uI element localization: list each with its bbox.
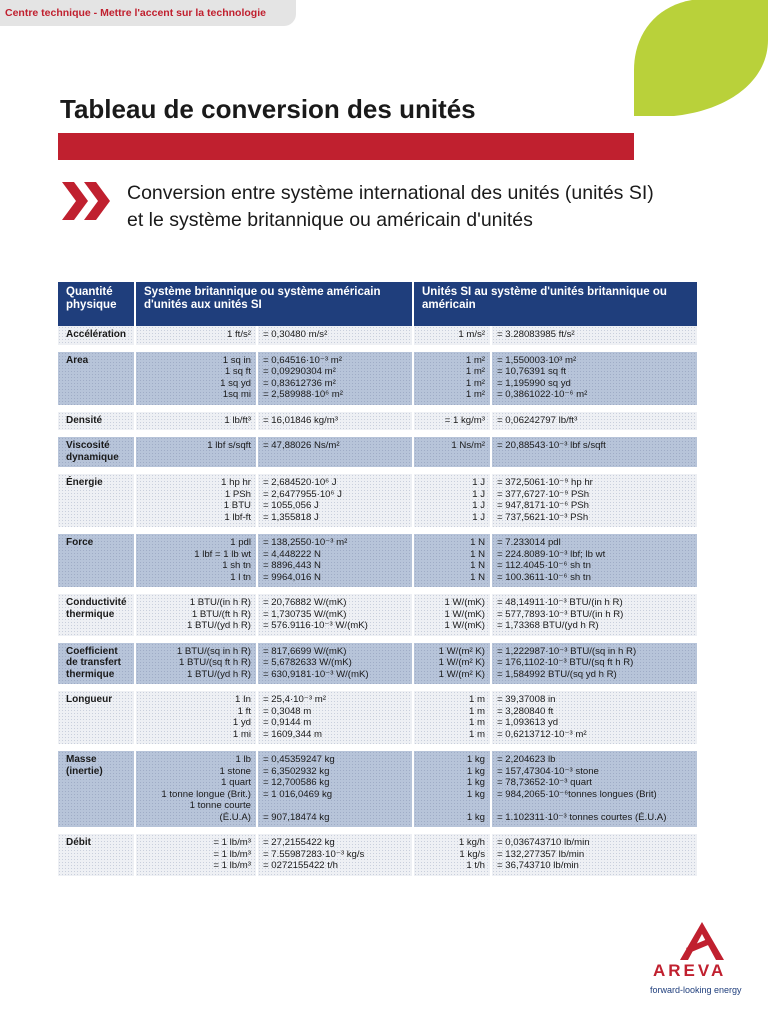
si-value-cell: [258, 691, 414, 744]
cell-line: = 48,14911·10⁻³ BTU/(in h R): [497, 597, 623, 608]
row-spacer-cell: [58, 345, 697, 352]
table-row: [58, 326, 697, 345]
cell-line: = 1055,056 J: [263, 500, 319, 511]
imperial-unit-cell: [136, 474, 258, 527]
cell-line: = 0,6213712·10⁻³ m²: [497, 728, 587, 740]
imperial-value-cell: [492, 594, 697, 636]
imperial-unit-cell: [136, 534, 258, 587]
cell-line: = 7.55987283·10⁻³ kg/s: [263, 848, 365, 860]
cell-line: 1 BTU/(in h R): [189, 597, 251, 608]
row-spacer: [58, 636, 697, 643]
imperial-value-cell: [492, 691, 697, 744]
quantity-cell: Viscosité dynamique: [58, 437, 136, 467]
cell-line: 1 Ns/m²: [451, 440, 485, 451]
cell-line: 1 mi: [232, 728, 251, 740]
row-spacer: [58, 430, 697, 437]
cell-line: 1 kg: [466, 811, 485, 823]
cell-line: 1 m: [469, 705, 485, 717]
row-spacer: [58, 827, 697, 834]
cell-line: = 2,6477955·10⁶ J: [263, 488, 342, 500]
cell-line: [419, 800, 485, 812]
cell-line: 1 N: [470, 560, 485, 571]
quantity-cell: Force: [58, 534, 136, 587]
si-unit-cell: [414, 534, 492, 587]
si-unit-cell: [414, 834, 492, 876]
quantity-cell: Area: [58, 352, 136, 405]
cell-line: = 9964,016 N: [263, 571, 321, 583]
row-spacer: [58, 345, 697, 352]
cell-line: 1 sh tn: [222, 560, 251, 571]
si-value-cell: [258, 643, 414, 685]
quantity-cell: Énergie: [58, 474, 136, 527]
quantity-cell: Longueur: [58, 691, 136, 744]
quantity-cell: Masse (inertie): [58, 751, 136, 827]
table-row: [58, 751, 697, 827]
cell-line: = 630,9181·10⁻³ W/(mK): [263, 668, 369, 680]
quantity-cell: Conductivité thermique: [58, 594, 136, 636]
cell-line: 1 lb/ft³: [224, 414, 251, 426]
si-value-cell: [258, 474, 414, 527]
cell-line: = 176,1102·10⁻³ BTU/(sq ft h R): [497, 657, 634, 668]
si-value-cell: [258, 437, 414, 467]
imperial-unit-cell: [136, 326, 258, 345]
imperial-value-cell: [492, 474, 697, 527]
cell-line: = 0,9144 m: [263, 717, 312, 728]
si-value-cell: [258, 834, 414, 876]
cell-line: 1 BTU/(yd h R): [187, 668, 251, 680]
cell-line: = 8896,443 N: [263, 560, 321, 571]
imperial-unit-cell: [136, 834, 258, 876]
cell-line: = 5,6782633 W/(mK): [263, 657, 352, 668]
cell-line: = 0,3048 m: [263, 705, 312, 717]
cell-line: (É.U.A): [219, 811, 251, 823]
column-header-si-to-imperial: Unités SI au système d'unités britannique ou américain: [414, 282, 697, 326]
logo-name: AREVA: [653, 961, 727, 980]
imperial-unit-cell: [136, 643, 258, 685]
imperial-value-cell: [492, 643, 697, 685]
si-unit-cell: [414, 326, 492, 345]
cell-line: 1 BTU/(sq in h R): [176, 645, 251, 657]
row-spacer: [58, 587, 697, 594]
cell-line: 1 BTU/(ft h R): [191, 608, 251, 620]
cell-line: = 12,700586 kg: [263, 777, 330, 788]
cell-line: 1 l tn: [230, 571, 251, 583]
cell-line: 1 W/(m² K): [438, 645, 485, 657]
cell-line: 1 lbf s/sqft: [207, 440, 251, 451]
leaf-shape: [634, 0, 768, 116]
cell-line: = 377,6727·10⁻⁹ PSh: [497, 488, 590, 500]
cell-line: 1 BTU/(sq ft h R): [179, 657, 251, 668]
cell-line: 1 sq ft: [224, 366, 251, 377]
cell-line: = 3,280840 ft: [497, 705, 554, 717]
cell-line: 1 PSh: [224, 488, 251, 500]
cell-line: 1 m²: [465, 389, 485, 400]
cell-line: = 0,30480 m/s²: [263, 329, 328, 340]
cell-line: 1 kg: [466, 765, 485, 777]
cell-line: 1 kg: [466, 788, 485, 800]
quantity-cell: Densité: [58, 412, 136, 431]
cell-line: = 576.9116·10⁻³ W/(mK): [263, 620, 368, 631]
row-spacer: [58, 467, 697, 474]
cell-line: = 577,7893·10⁻³ BTU/(in h R): [497, 608, 624, 620]
cell-line: 1 J: [472, 500, 485, 511]
table-row: [58, 412, 697, 431]
cell-line: = 1 lb/m³: [213, 837, 251, 848]
cell-line: = 0,036743710 lb/min: [497, 837, 590, 848]
row-spacer-cell: [58, 527, 697, 534]
cell-line: = 1 lb/m³: [213, 848, 251, 860]
cell-line: = 157,47304·10⁻³ stone: [497, 765, 599, 777]
double-chevron-icon: [60, 180, 114, 222]
title-bar: [58, 133, 634, 160]
cell-line: 1 N: [470, 537, 485, 548]
cell-line: 1 quart: [221, 777, 251, 788]
cell-line: = 0,3861022·10⁻⁶ m²: [497, 389, 588, 400]
cell-line: = 1,355818 J: [263, 511, 319, 523]
cell-line: = 47,88026 Ns/m²: [263, 440, 340, 451]
cell-line: 1 W/(mK): [444, 608, 485, 620]
si-unit-cell: [414, 594, 492, 636]
cell-line: = 817,6699 W/(mK): [263, 645, 347, 657]
cell-line: = 1,093613 yd: [497, 717, 559, 728]
quantity-cell: Accélération: [58, 326, 136, 345]
cell-line: = 1,584992 BTU/(sq yd h R): [497, 668, 617, 680]
cell-line: = 36,743710 lb/min: [497, 860, 579, 871]
cell-line: = 1,73368 BTU/(yd h R): [497, 620, 599, 631]
si-unit-cell: [414, 751, 492, 827]
si-unit-cell: [414, 412, 492, 431]
cell-line: 1 J: [472, 511, 485, 523]
page-subtitle: Conversion entre système international des unités (unités SI) et le système britannique ou américain d'unités: [127, 182, 654, 231]
imperial-value-cell: [492, 751, 697, 827]
cell-line: = 2,589988·10⁶ m²: [263, 389, 343, 400]
cell-line: 1 J: [472, 488, 485, 500]
row-spacer: [58, 744, 697, 751]
cell-line: 1 pdl: [230, 537, 251, 548]
cell-line: 1 yd: [232, 717, 251, 728]
table-row: [58, 437, 697, 467]
cell-line: 1 m²: [465, 366, 485, 377]
imperial-value-cell: [492, 326, 697, 345]
cell-line: 1 stone: [219, 765, 251, 777]
cell-line: 1 kg/h: [458, 837, 485, 848]
row-spacer-cell: [58, 744, 697, 751]
cell-line: 1 ft/s²: [227, 329, 251, 340]
cell-line: 1 W/(mK): [444, 597, 485, 608]
imperial-value-cell: [492, 534, 697, 587]
row-spacer: [58, 527, 697, 534]
cell-line: 1 W/(mK): [444, 620, 485, 631]
si-unit-cell: [414, 643, 492, 685]
cell-line: 1 kg: [466, 754, 485, 765]
imperial-unit-cell: [136, 594, 258, 636]
cell-line: = 4,448222 N: [263, 548, 321, 560]
cell-line: 1 m: [469, 717, 485, 728]
cell-line: = 25,4·10⁻³ m²: [263, 694, 326, 705]
row-spacer-cell: [58, 405, 697, 412]
cell-line: 1 m/s²: [458, 329, 485, 340]
cell-line: = 1 lb/m³: [213, 860, 251, 871]
cell-line: = 1.102311·10⁻³ tonnes courtes (É.U.A): [497, 811, 667, 823]
cell-line: = 2,204623 lb: [497, 754, 556, 765]
si-unit-cell: [414, 691, 492, 744]
row-spacer-cell: [58, 587, 697, 594]
cell-line: = 3.28083985 ft/s²: [497, 329, 575, 340]
imperial-unit-cell: [136, 352, 258, 405]
areva-a-mark-icon: [680, 922, 724, 960]
cell-line: = 0,83612736 m²: [263, 377, 336, 389]
imperial-unit-cell: [136, 412, 258, 431]
column-header-imperial-to-si: Système britannique ou système américain d'unités aux unités SI: [136, 282, 414, 326]
cell-line: = 1 kg/m³: [444, 414, 485, 426]
imperial-value-cell: [492, 834, 697, 876]
table-row: [58, 352, 697, 405]
cell-line: 1 tonne courte: [189, 800, 251, 811]
table-row: [58, 834, 697, 876]
cell-line: 1 lb: [235, 754, 251, 765]
row-spacer-cell: [58, 430, 697, 437]
cell-line: = 6,3502932 kg: [263, 765, 330, 777]
table-row: [58, 643, 697, 685]
cell-line: 1 kg/s: [459, 848, 485, 860]
cell-line: = 984,2065·10⁻⁶tonnes longues (Brit): [497, 788, 657, 800]
cell-line: = 132,277357 lb/min: [497, 848, 585, 860]
cell-line: 1 BTU/(yd h R): [187, 620, 251, 631]
cell-line: = 224.8089·10⁻³ lbf; lb wt: [497, 548, 606, 560]
cell-line: 1 sq yd: [220, 377, 251, 389]
si-value-cell: [258, 594, 414, 636]
cell-line: = 0272155422 t/h: [263, 860, 338, 871]
cell-line: 1 m²: [465, 377, 485, 389]
si-value-cell: [258, 326, 414, 345]
row-spacer-cell: [58, 684, 697, 691]
logo-tagline: forward-looking energy: [650, 985, 742, 995]
cell-line: = 1,222987·10⁻³ BTU/(sq in h R): [497, 645, 637, 657]
cell-line: 1 BTU: [223, 500, 251, 511]
cell-line: = 907,18474 kg: [263, 811, 330, 823]
cell-line: = 20,88543·10⁻³ lbf s/sqft: [497, 440, 606, 451]
cell-line: 1 m: [469, 728, 485, 740]
table-header-row: [58, 282, 697, 326]
cell-line: = 16,01846 kg/m³: [263, 414, 338, 426]
table-row: [58, 594, 697, 636]
cell-line: 1 N: [470, 571, 485, 583]
si-value-cell: [258, 352, 414, 405]
quantity-cell: Débit: [58, 834, 136, 876]
cell-line: = 7.233014 pdl: [497, 537, 561, 548]
cell-line: = 1609,344 m: [263, 728, 322, 740]
si-unit-cell: [414, 352, 492, 405]
si-value-cell: [258, 534, 414, 587]
cell-line: 1 tonne longue (Brit.): [161, 788, 251, 800]
row-spacer: [58, 684, 697, 691]
cell-line: = 1 016,0469 kg: [263, 788, 333, 800]
cell-line: = 1,195990 sq yd: [497, 377, 571, 389]
cell-line: = 10,76391 sq ft: [497, 366, 567, 377]
cell-line: 1sq mi: [222, 389, 251, 400]
cell-line: 1 m²: [465, 354, 485, 366]
si-unit-cell: [414, 437, 492, 467]
cell-line: = 947,8171·10⁻⁶ PSh: [497, 500, 589, 511]
cell-line: = 0,06242797 lb/ft³: [497, 414, 578, 426]
cell-line: 1 J: [472, 477, 485, 488]
cell-line: = 27,2155422 kg: [263, 837, 335, 848]
cell-line: = 39,37008 in: [497, 694, 556, 705]
imperial-value-cell: [492, 437, 697, 467]
quantity-cell: Coefficient de transfert thermique: [58, 643, 136, 685]
table-body: [58, 326, 697, 876]
cell-line: = 1,550003·10³ m²: [497, 354, 577, 366]
cell-line: = 138,2550·10⁻³ m²: [263, 537, 348, 548]
column-header-quantity: Quantité physique: [58, 282, 136, 326]
cell-line: 1 lbf-ft: [224, 511, 251, 523]
row-spacer-cell: [58, 636, 697, 643]
cell-line: = 0,64516·10⁻³ m²: [263, 354, 342, 366]
imperial-unit-cell: [136, 751, 258, 827]
cell-line: 1 t/h: [466, 860, 485, 871]
cell-line: [497, 800, 692, 812]
cell-line: 1 W/(m² K): [438, 668, 485, 680]
cell-line: = 1,730735 W/(mK): [263, 608, 347, 620]
imperial-value-cell: [492, 412, 697, 431]
row-spacer-cell: [58, 827, 697, 834]
cell-line: 1 ft: [237, 705, 251, 717]
conversion-table: [58, 282, 697, 876]
areva-logo: [648, 918, 758, 998]
cell-line: = 0,45359247 kg: [263, 754, 335, 765]
table-row: [58, 474, 697, 527]
imperial-unit-cell: [136, 691, 258, 744]
cell-line: 1 N: [470, 548, 485, 560]
cell-line: = 100.3611·10⁻⁶ sh tn: [497, 571, 591, 583]
imperial-value-cell: [492, 352, 697, 405]
cell-line: 1 hp hr: [221, 477, 251, 488]
cell-line: 1 In: [234, 694, 251, 705]
cell-line: = 20,76882 W/(mK): [263, 597, 347, 608]
cell-line: 1 kg: [466, 777, 485, 788]
cell-line: = 737,5621·10⁻³ PSh: [497, 511, 589, 523]
header-tab: Centre technique - Mettre l'accent sur la technologie: [0, 0, 296, 26]
cell-line: = 112.4045·10⁻⁶ sh tn: [497, 560, 591, 571]
table-row: [58, 534, 697, 587]
cell-line: 1 sq in: [222, 354, 251, 366]
cell-line: = 2,684520·10⁶ J: [263, 477, 337, 488]
cell-line: = 78,73652·10⁻³ quart: [497, 777, 592, 788]
cell-line: = 0,09290304 m²: [263, 366, 336, 377]
table-row: [58, 691, 697, 744]
si-value-cell: [258, 412, 414, 431]
cell-line: = 372,5061·10⁻⁹ hp hr: [497, 477, 593, 488]
imperial-unit-cell: [136, 437, 258, 467]
cell-line: [263, 800, 407, 812]
row-spacer: [58, 405, 697, 412]
si-unit-cell: [414, 474, 492, 527]
cell-line: 1 m: [469, 694, 485, 705]
si-value-cell: [258, 751, 414, 827]
page-title: Tableau de conversion des unités: [60, 94, 476, 124]
row-spacer-cell: [58, 467, 697, 474]
cell-line: 1 W/(m² K): [438, 657, 485, 668]
cell-line: 1 lbf = 1 lb wt: [194, 548, 251, 560]
